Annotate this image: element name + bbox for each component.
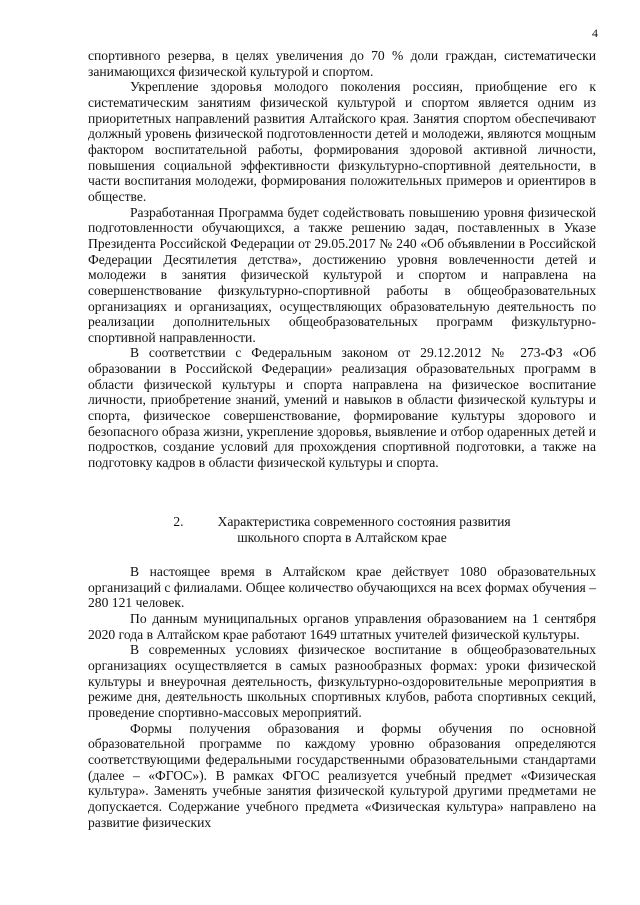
paragraph-program: Разработанная Программа будет содействовать повышению уровня физической подготовленности обучающихся, а также решению задач, поставленных в Указе Президента Российской Федерации от 29.05.2017 № 240 «Об объявлении в Российской Федерации Десятилетия детства», достижению уровня вовлеченности детей и молодежи в занятия физической культурой и спортом и направлена на совершенствование физкультурно-спортивной работы в общеобразовательных организациях и организациях, осуществляющих образовательную деятельность по реализации дополнительных общеобразовательных программ физкультурно-спортивной направленности. [88, 204, 596, 345]
section-title-line2: школьного спорта в Алтайском крае [237, 529, 447, 545]
section-heading [88, 514, 596, 546]
page-number: 4 [592, 26, 598, 40]
paragraph-continuation: спортивного резерва, в целях увеличения до 70 % доли граждан, систематически занимающихся физической культурой и спортом. [88, 48, 596, 79]
section-number: 2. [173, 514, 184, 529]
paragraph-federal-law: В соответствии с Федеральным законом от 29.12.2012 № 273-ФЗ «Об образовании в Российской Федерации» реализация образовательных программ в области физической культуры и спорта направлена на физическое воспитание личности, приобретение знаний, умений и навыков в области физической культуры и спорта, физическое совершенствование, формирование культуры здорового и безопасного образа жизни, укрепление здоровья, выявление и отбор одаренных детей и подростков, создание условий для прохождения спортивной подготовки, а также на подготовку кадров в области физической культуры и спорта. [88, 345, 596, 471]
paragraph-forms: В современных условиях физическое воспитание в общеобразовательных организациях осуществляется в самых разнообразных формах: уроки физической культуры и внеурочная деятельность, физкультурно-оздоровительные мероприятия в режиме дня, деятельность школьных спортивных клубов, работа спортивных секций, проведение спортивно-массовых мероприятий. [88, 642, 596, 720]
section-text-block [88, 564, 596, 830]
paragraph-fgos: Формы получения образования и формы обучения по основной образовательной программе по каждому уровню образования определяются соответствующими федеральными государственными образовательными стандартами (далее – «ФГОС»). В рамках ФГОС реализуется учебный предмет «Физическая культура». Заменять учебные занятия физической культурой другими предметами не допускается. Содержание учебного предмета «Физическая культура» направлено на развитие физических [88, 720, 596, 830]
paragraph-teachers: По данным муниципальных органов управления образованием на 1 сентября 2020 года в Алтайском крае работают 1649 штатных учителей физической культуры. [88, 610, 596, 642]
intro-text-block [88, 48, 596, 471]
paragraph-organizations: В настоящее время в Алтайском крае действует 1080 образовательных организаций с филиалами. Общее количество обучающихся на всех формах обучения – 280 121 человек. [88, 564, 596, 611]
paragraph-health: Укрепление здоровья молодого поколения россиян, приобщение его к систематическим занятиям физической культурой и спортом является одним из приоритетных направлений развития Алтайского края. Занятия спортом обеспечивают должный уровень физической подготовленности детей и молодежи, являются мощным фактором воспитательной работы, формирования здоровой активной личности, повышения социальной эффективности физкультурно-спортивной деятельности, в части воспитания молодежи, формирования положительных примеров и ориентиров в обществе. [88, 79, 596, 204]
section-title-line1: Характеристика современного состояния развития [217, 514, 511, 529]
